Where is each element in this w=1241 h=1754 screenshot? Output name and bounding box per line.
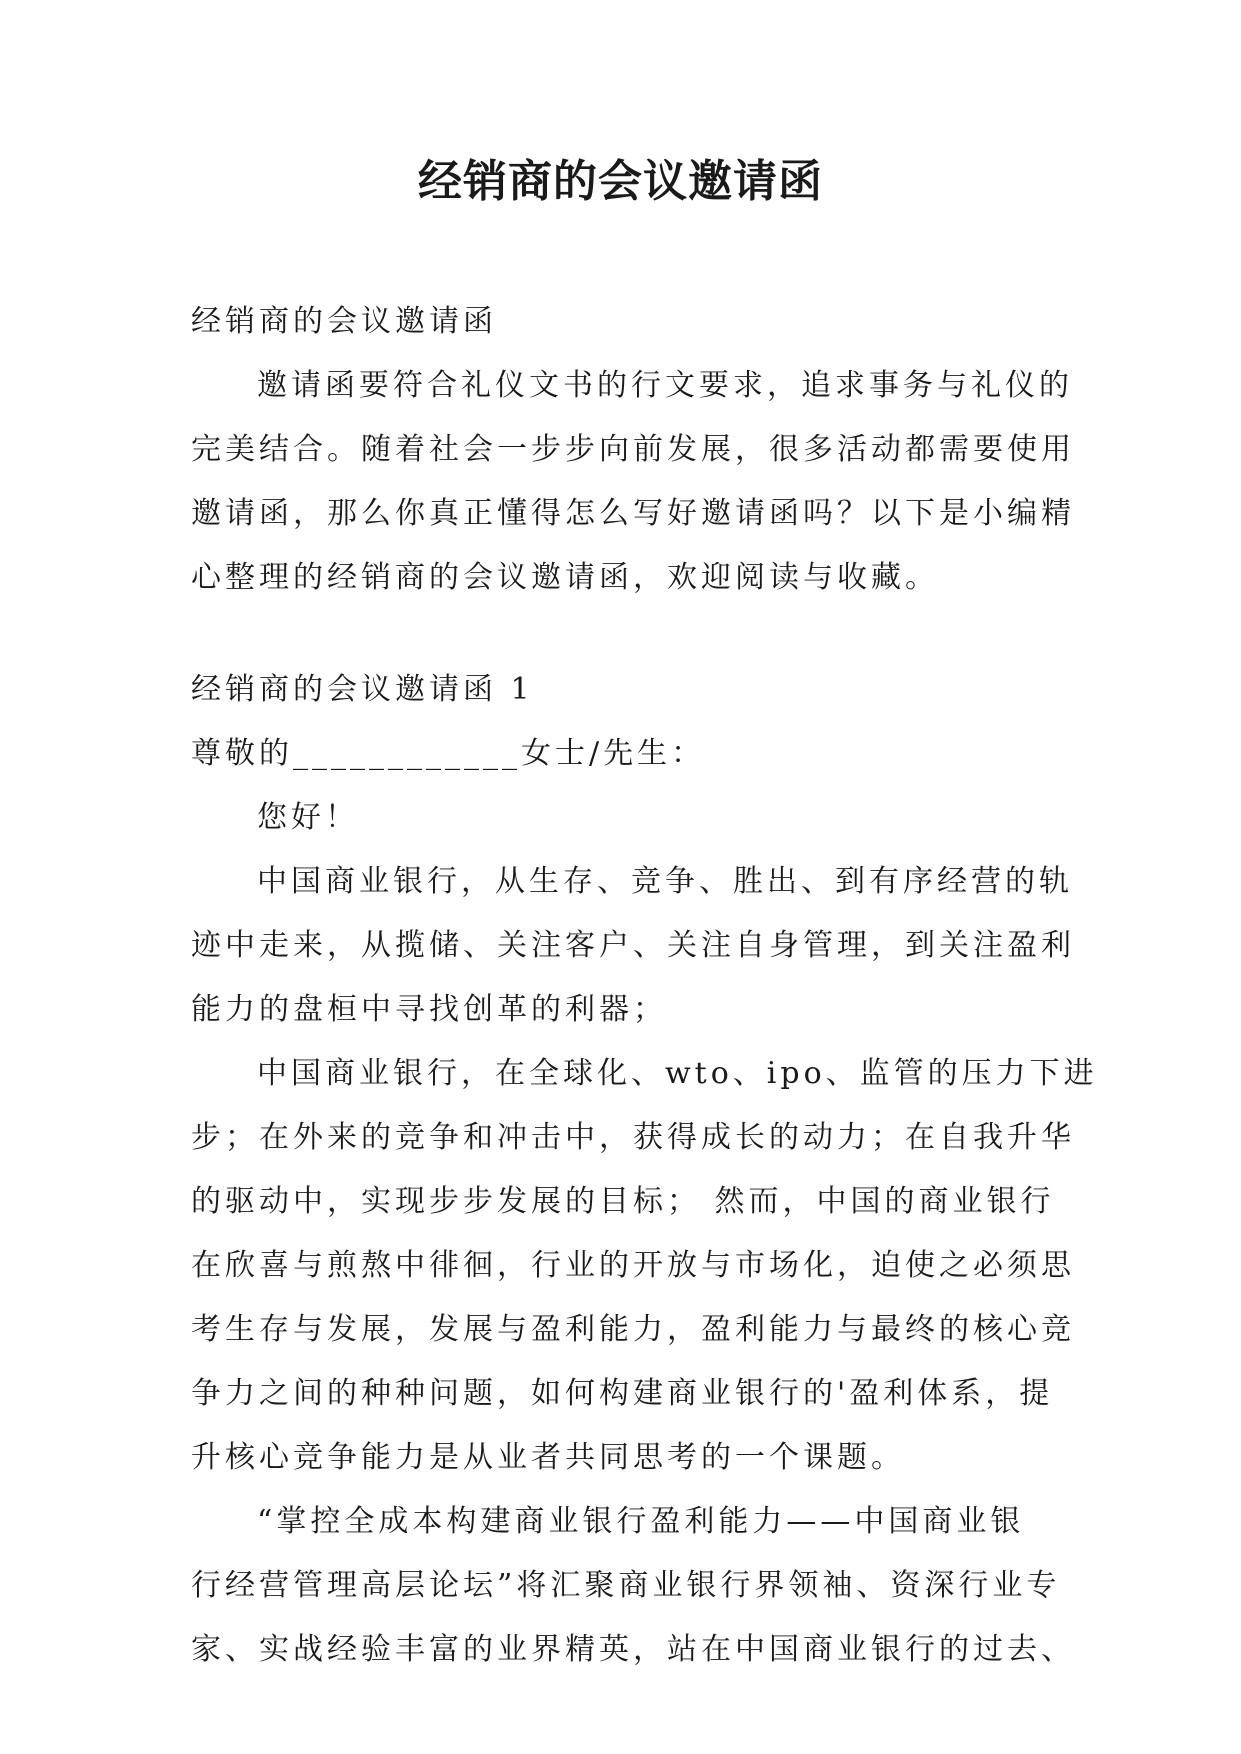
section-gap [191,610,1057,658]
paragraph-line: 争力之间的种种问题，如何构建商业银行的'盈利体系，提 [191,1376,1054,1411]
paragraph-line: 行经营管理高层论坛”将汇聚商业银行界领袖、资深行业专 [191,1568,1061,1603]
paragraph-line: 家、实战经验丰富的业界精英，站在中国商业银行的过去、 [191,1632,1075,1667]
intro-paragraph-line: 完美结合。随着社会一步步向前发展，很多活动都需要使用 [191,432,1075,467]
document-title: 经销商的会议邀请函 [418,156,823,207]
paragraph-line: 考生存与发展，发展与盈利能力，盈利能力与最终的核心竞 [191,1312,1075,1347]
intro-paragraph-line: 邀请函要符合礼仪文书的行文要求，追求事务与礼仪的 [257,368,1073,403]
paragraph-line: 中国商业银行，从生存、竞争、胜出、到有序经营的轨 [257,864,1073,899]
paragraph-line: 升核心竞争能力是从业者共同思考的一个课题。 [191,1440,905,1475]
intro-paragraph-line: 心整理的经销商的会议邀请函，欢迎阅读与收藏。 [191,560,939,595]
paragraph-line: 在欣喜与煎熬中徘徊，行业的开放与市场化，迫使之必须思 [191,1248,1075,1283]
paragraph-line: 步；在外来的竞争和冲击中，获得成长的动力；在自我升华 [191,1120,1075,1155]
section-heading: 经销商的会议邀请函 1 [191,672,534,707]
paragraph-line: 能力的盘桓中寻找创革的利器； [191,992,667,1027]
subtitle-line: 经销商的会议邀请函 [191,304,497,339]
paragraph-line: 迹中走来，从揽储、关注客户、关注自身管理，到关注盈利 [191,928,1075,963]
greeting-line: 您好！ [257,800,359,835]
document-body [191,290,1098,1682]
paragraph-line: 的驱动中，实现步步发展的目标； 然而，中国的商业银行 [191,1184,1055,1219]
intro-paragraph-line: 邀请函，那么你真正懂得怎么写好邀请函吗？以下是小编精 [191,496,1075,531]
salutation-line: 尊敬的____________女士/先生： [191,736,706,771]
paragraph-line: 中国商业银行，在全球化、wto、ipo、监管的压力下进 [257,1056,1098,1091]
paragraph-line: “掌控全成本构建商业银行盈利能力——中国商业银 [257,1504,1025,1539]
